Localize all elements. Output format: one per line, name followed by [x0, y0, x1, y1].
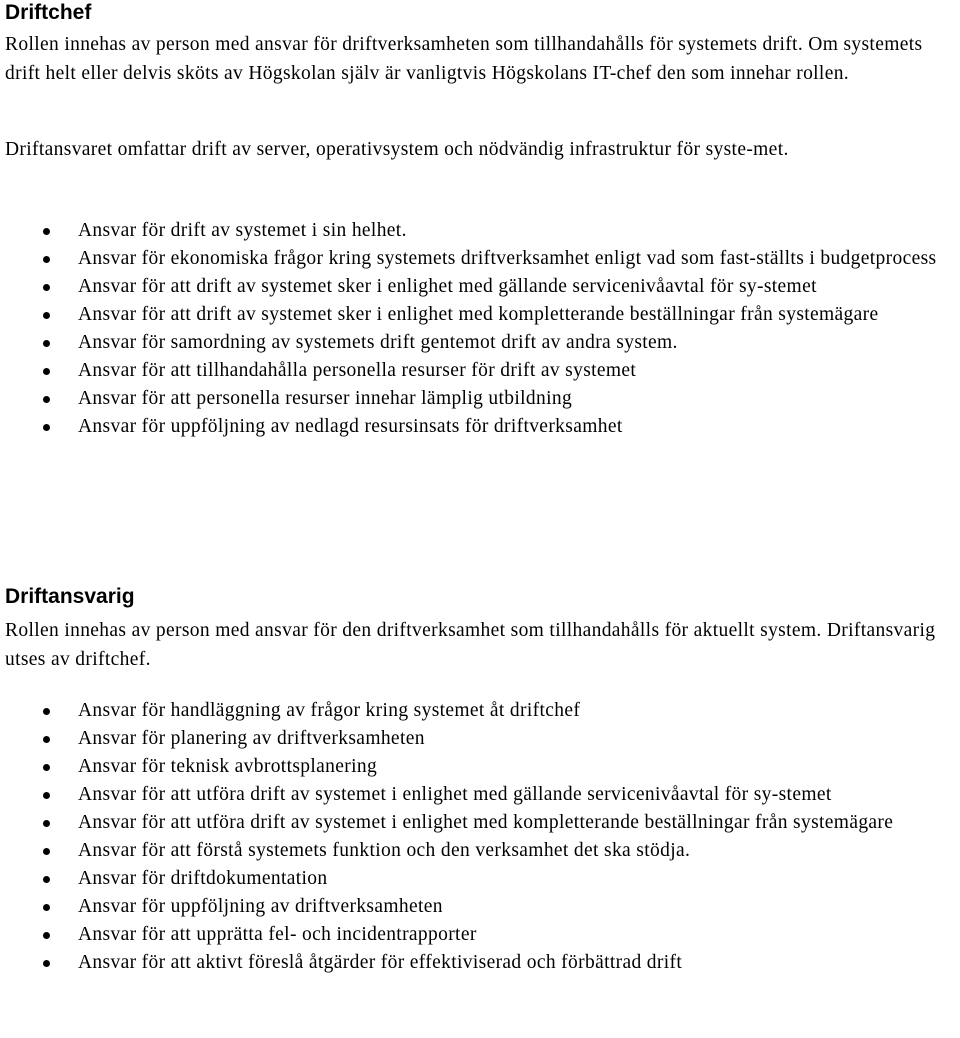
list-item: [5, 725, 960, 753]
list-item: [5, 329, 960, 357]
list-item-text: Ansvar för planering av driftverksamheten: [78, 728, 425, 749]
list-item-text: Ansvar för ekonomiska frågor kring systemets driftverksamhet enligt vad som fast-ställts i budgetprocess: [78, 248, 937, 269]
list-item-text: Ansvar för att upprätta fel- och incidentrapporter: [78, 924, 477, 945]
paragraph-driftansvarig-role: Rollen innehas av person med ansvar för den driftverksamhet som tillhandahålls för aktuellt system. Driftansvarig utses av driftchef.: [5, 620, 936, 670]
list-item-text: Ansvar för teknisk avbrottsplanering: [78, 756, 378, 777]
list-item: [5, 921, 960, 949]
bullet-icon: [43, 396, 50, 403]
list-item-text: Ansvar för att utföra drift av systemet i enlighet med gällande servicenivåavtal för sy-stemet: [78, 784, 832, 805]
list-item-text: Ansvar för att utföra drift av systemet i enlighet med kompletterande beställningar från systemägare: [78, 812, 894, 833]
bullet-icon: [43, 764, 50, 771]
list-item: [5, 413, 960, 441]
bullet-icon: [43, 736, 50, 743]
list-item: [5, 385, 960, 413]
section-heading-driftansvarig: Driftansvarig: [5, 585, 135, 608]
list-item-text: Ansvar för att förstå systemets funktion och den verksamhet det ska stödja.: [78, 840, 691, 861]
bullet-icon: [43, 312, 50, 319]
bullet-icon: [43, 876, 50, 883]
bullet-icon: [43, 424, 50, 431]
list-item-text: Ansvar för uppföljning av nedlagd resursinsats för driftverksamhet: [78, 416, 623, 437]
list-item: [5, 809, 960, 837]
list-item-text: Ansvar för handläggning av frågor kring systemet åt driftchef: [78, 700, 581, 721]
section-heading-driftchef: Driftchef: [5, 1, 92, 24]
list-item-text: Ansvar för att tillhandahålla personella resurser för drift av systemet: [78, 360, 637, 381]
list-item: [5, 357, 960, 385]
list-item: [5, 753, 960, 781]
list-item: [5, 949, 960, 977]
list-item-text: Ansvar för driftdokumentation: [78, 868, 328, 889]
list-item-text: Ansvar för att drift av systemet sker i enlighet med kompletterande beställningar från systemägare: [78, 304, 879, 325]
bullet-icon: [43, 932, 50, 939]
bullet-icon: [43, 284, 50, 291]
bullet-icon: [43, 792, 50, 799]
list-item: [5, 697, 960, 725]
bullet-list-driftchef: [5, 217, 960, 441]
list-item: [5, 301, 960, 329]
bullet-icon: [43, 340, 50, 347]
list-item: [5, 273, 960, 301]
list-item: [5, 217, 960, 245]
bullet-icon: [43, 368, 50, 375]
list-item-text: Ansvar för drift av systemet i sin helhet.: [78, 220, 407, 241]
list-item-text: Ansvar för uppföljning av driftverksamheten: [78, 896, 443, 917]
list-item-text: Ansvar för samordning av systemets drift gentemot drift av andra system.: [78, 332, 678, 353]
bullet-icon: [43, 228, 50, 235]
paragraph-driftchef-scope: Driftansvaret omfattar drift av server, operativsystem och nödvändig infrastruktur för syste-met.: [5, 139, 789, 160]
list-item-text: Ansvar för att aktivt föreslå åtgärder för effektiviserad och förbättrad drift: [78, 952, 683, 973]
bullet-icon: [43, 708, 50, 715]
bullet-icon: [43, 820, 50, 827]
bullet-icon: [43, 848, 50, 855]
list-item-text: Ansvar för att drift av systemet sker i enlighet med gällande servicenivåavtal för sy-stemet: [78, 276, 817, 297]
paragraph-driftchef-role: Rollen innehas av person med ansvar för driftverksamheten som tillhandahålls för systemets drift. Om systemets drift helt eller delvis sköts av Högskolan själv är vanligtvis Högskolans IT-chef den som innehar rollen.: [5, 34, 923, 84]
bullet-icon: [43, 960, 50, 967]
list-item: [5, 837, 960, 865]
list-item: [5, 865, 960, 893]
list-item: [5, 893, 960, 921]
bullet-list-driftansvarig: [5, 697, 960, 977]
bullet-icon: [43, 904, 50, 911]
bullet-icon: [43, 256, 50, 263]
list-item: [5, 245, 960, 273]
list-item-text: Ansvar för att personella resurser innehar lämplig utbildning: [78, 388, 573, 409]
list-item: [5, 781, 960, 809]
